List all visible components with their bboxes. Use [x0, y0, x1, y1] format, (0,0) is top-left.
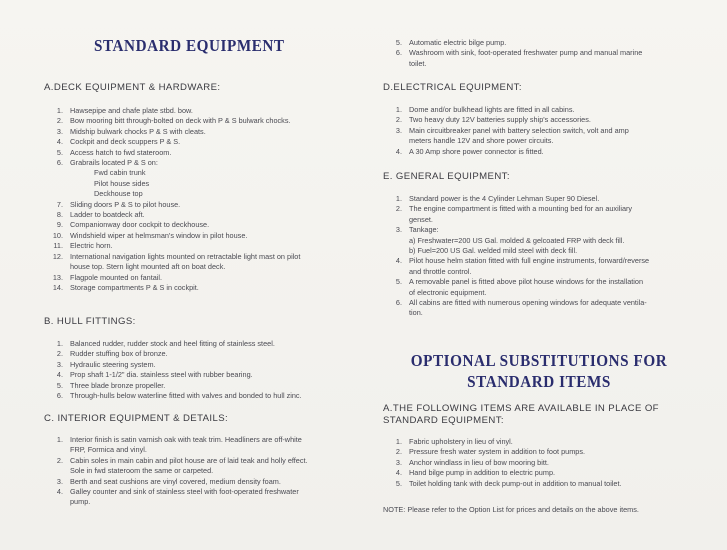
item-text: Hawsepipe and chafe plate stbd. bow. [70, 106, 193, 115]
item-number: 9. [56, 220, 63, 230]
item-number: 5. [56, 147, 63, 157]
item-text: Two heavy duty 12V batteries supply ship's accessories. [409, 115, 591, 125]
item-subentry: Deckhouse top [94, 189, 143, 199]
item-number: 1. [395, 194, 402, 203]
item-number: 1. [395, 105, 402, 114]
list-item [44, 273, 370, 283]
item-number: 10. [52, 230, 63, 240]
item-text: Prop shaft 1-1/2" dia. stainless steel with rubber bearing. [70, 370, 253, 380]
item-text-continued: FRP, Formica and vinyl. [70, 445, 147, 455]
item-text: Washroom with sink, foot-operated freshwater pump and manual marine [409, 48, 643, 58]
item-number: 5. [395, 38, 402, 47]
item-number: 3. [395, 225, 402, 235]
item-number: 2. [395, 115, 402, 125]
item-text: Rudder stuffing box of bronze. [70, 349, 168, 359]
item-number: 7. [56, 199, 63, 209]
item-text: Midship bulwark chocks P & S with cleats. [70, 126, 206, 136]
section-interior-equipment [44, 413, 370, 508]
item-number: 2. [395, 204, 402, 214]
item-list [44, 106, 370, 293]
item-list [44, 435, 370, 508]
list-item [44, 339, 370, 349]
list-item [44, 252, 370, 273]
item-list [383, 38, 695, 69]
item-number: 14. [52, 282, 63, 292]
item-number: 11. [53, 241, 63, 251]
item-text: Access hatch to fwd stateroom. [70, 147, 172, 157]
item-text: Three blade bronze propeller. [70, 380, 166, 390]
item-text: Companionway door cockpit to deckhouse. [70, 220, 210, 230]
list-item [383, 194, 695, 204]
list-item [44, 106, 370, 116]
item-subentry: a) Freshwater=200 US Gal. molded & gelcoated FRP with deck fill. [409, 235, 625, 245]
item-text-continued: meters handle 12V and shore power circuits. [409, 136, 554, 146]
item-text: Windshield wiper at helmsman's window in pilot house. [70, 230, 248, 240]
item-text: Hydraulic steering system. [70, 359, 156, 369]
item-list [383, 437, 695, 489]
item-text: Grabrails located P & S on: [70, 158, 158, 168]
section-title: A.THE FOLLOWING ITEMS ARE AVAILABLE IN PLACE OF STANDARD EQUIPMENT: [383, 403, 659, 426]
item-number: 4. [395, 256, 402, 266]
item-text: The engine compartment is fitted with a mounting bed for an auxiliary [409, 204, 633, 214]
list-item [44, 283, 370, 293]
item-text: Cockpit and deck scuppers P & S. [70, 137, 181, 147]
list-item [44, 210, 370, 220]
note-text: NOTE: Please refer to the Option List for prices and details on the above items. [383, 505, 639, 514]
list-item [44, 241, 370, 251]
item-list [383, 194, 695, 319]
list-item [383, 147, 695, 157]
item-text: Sliding doors P & S to pilot house. [70, 199, 181, 209]
item-number: 6. [395, 48, 402, 58]
item-text: Tankage: [409, 225, 439, 235]
item-text: A 30 Amp shore power connector is fitted. [409, 146, 544, 156]
item-number: 1. [56, 435, 63, 444]
item-number: 6. [56, 158, 63, 168]
item-number: 6. [56, 391, 63, 401]
item-number: 5. [395, 478, 402, 488]
item-number: 6. [395, 298, 402, 308]
item-text: Standard power is the 4 Cylinder Lehman Super 90 Diesel. [409, 194, 600, 203]
item-text-continued: Sole in fwd stateroom the same or carpeted. [70, 466, 214, 476]
item-text: Ladder to boatdeck aft. [70, 210, 145, 220]
item-number: 4. [395, 468, 402, 478]
section-title: D.ELECTRICAL EQUIPMENT: [383, 82, 522, 93]
list-item [44, 127, 370, 137]
item-subentry: b) Fuel=200 US Gal. welded mild steel with deck fill. [409, 246, 578, 256]
list-item [44, 381, 370, 391]
section-hull-fittings [44, 316, 370, 401]
list-item [383, 38, 695, 48]
list-item [383, 479, 695, 489]
list-item [383, 204, 695, 225]
list-item [44, 116, 370, 126]
list-item [44, 370, 370, 380]
list-item [383, 225, 695, 256]
item-text: International navigation lights mounted on retractable light mast on pilot [70, 251, 301, 261]
item-text-continued: and throttle control. [409, 266, 472, 276]
item-text: Pilot house helm station fitted with full engine instruments, forward/reverse [409, 256, 650, 266]
list-item [44, 477, 370, 487]
list-item [383, 277, 695, 298]
optional-title-line: OPTIONAL SUBSTITUTIONS FOR [410, 351, 668, 370]
item-number: 3. [56, 476, 63, 486]
item-text: All cabins are fitted with numerous opening windows for adequate ventila- [409, 298, 647, 308]
section-title: E. GENERAL EQUIPMENT: [383, 171, 510, 182]
item-text: Storage compartments P & S in cockpit. [70, 282, 199, 292]
item-text: Cabin soles in main cabin and pilot house are of laid teak and holly effect. [70, 455, 308, 465]
item-number: 2. [56, 455, 63, 465]
item-number: 1. [56, 106, 63, 115]
item-text-continued: tion. [409, 308, 423, 318]
item-text: Toilet holding tank with deck pump-out in addition to manual toilet. [409, 478, 622, 488]
list-item [44, 148, 370, 158]
item-text: Interior finish is satin varnish oak with teak trim. Headliners are off-white [70, 435, 302, 444]
item-text: Through-hulls below waterline fitted with valves and bonded to hull zinc. [70, 391, 302, 401]
item-number: 2. [395, 447, 402, 457]
item-text: Balanced rudder, rudder stock and heel fitting of stainless steel. [70, 339, 275, 348]
item-number: 4. [56, 137, 63, 147]
list-item [44, 349, 370, 359]
list-item [383, 468, 695, 478]
item-list [44, 339, 370, 401]
list-item [44, 231, 370, 241]
list-item [383, 458, 695, 468]
section-title: C. INTERIOR EQUIPMENT & DETAILS: [44, 413, 229, 424]
optional-title-line: STANDARD ITEMS [467, 372, 611, 391]
item-number: 1. [395, 437, 402, 446]
list-item [44, 200, 370, 210]
item-text: Galley counter and sink of stainless steel with foot-operated freshwater [70, 487, 299, 497]
section-title: A.DECK EQUIPMENT & HARDWARE: [44, 82, 221, 93]
item-text: Hand bilge pump in addition to electric pump. [409, 468, 556, 478]
item-number: 3. [395, 125, 402, 135]
item-text: Anchor windlass in lieu of bow mooring bitt. [409, 457, 549, 467]
item-number: 1. [56, 339, 63, 348]
list-item [383, 298, 695, 319]
section-title: B. HULL FITTINGS: [44, 316, 136, 327]
item-number: 4. [395, 146, 402, 156]
item-text-continued: genset. [409, 214, 433, 224]
item-number: 8. [56, 210, 63, 220]
section-general-equipment [383, 171, 695, 319]
item-number: 3. [395, 457, 402, 467]
list-item [44, 360, 370, 370]
list-item [44, 158, 370, 200]
list-item [44, 137, 370, 147]
item-subentry: Fwd cabin trunk [94, 168, 146, 178]
item-number: 5. [56, 380, 63, 390]
list-item [44, 220, 370, 230]
list-item [383, 105, 695, 115]
page-title: STANDARD EQUIPMENT [94, 36, 285, 55]
item-text: Berth and seat cushions are vinyl covered, medium density foam. [70, 476, 281, 486]
item-text-continued: pump. [70, 497, 91, 507]
list-item [383, 437, 695, 447]
item-list [383, 105, 695, 157]
section-deck-equipment [44, 82, 370, 293]
item-number: 13. [52, 272, 63, 282]
list-item [383, 115, 695, 125]
item-text: A removable panel is fitted above pilot house windows for the installation [409, 277, 644, 287]
item-text-continued: house top. Stern light mounted aft on boat deck. [70, 262, 226, 272]
item-number: 2. [56, 349, 63, 359]
item-number: 12. [52, 251, 63, 261]
list-item [383, 48, 695, 69]
list-item [383, 126, 695, 147]
item-number: 3. [56, 126, 63, 136]
item-text: Automatic electric bilge pump. [409, 38, 507, 47]
item-number: 4. [56, 487, 63, 497]
section-optional-items [383, 403, 695, 489]
list-item [44, 456, 370, 477]
item-number: 2. [56, 116, 63, 126]
item-text: Fabric upholstery in lieu of vinyl. [409, 437, 513, 446]
item-text-continued: toilet. [409, 58, 427, 68]
item-text: Flagpole mounted on fantail. [70, 272, 163, 282]
list-item [383, 447, 695, 457]
item-text-continued: of electronic equipment. [409, 287, 487, 297]
item-subentry: Pilot house sides [94, 178, 150, 188]
item-number: 4. [56, 370, 63, 380]
section-electrical-equipment [383, 82, 695, 157]
section-interior-continued [383, 38, 695, 69]
item-number: 3. [56, 359, 63, 369]
item-number: 5. [395, 277, 402, 287]
list-item [44, 435, 370, 456]
list-item [383, 256, 695, 277]
item-text: Main circuitbreaker panel with battery selection switch, volt and amp [409, 125, 629, 135]
list-item [44, 487, 370, 508]
item-text: Electric horn. [70, 241, 113, 251]
item-text: Dome and/or bulkhead lights are fitted in all cabins. [409, 105, 575, 114]
item-text: Bow mooring bitt through-bolted on deck with P & S bulwark chocks. [70, 116, 291, 126]
item-text: Pressure fresh water system in addition to foot pumps. [409, 447, 586, 457]
list-item [44, 391, 370, 401]
optional-substitutions-title [383, 350, 695, 392]
